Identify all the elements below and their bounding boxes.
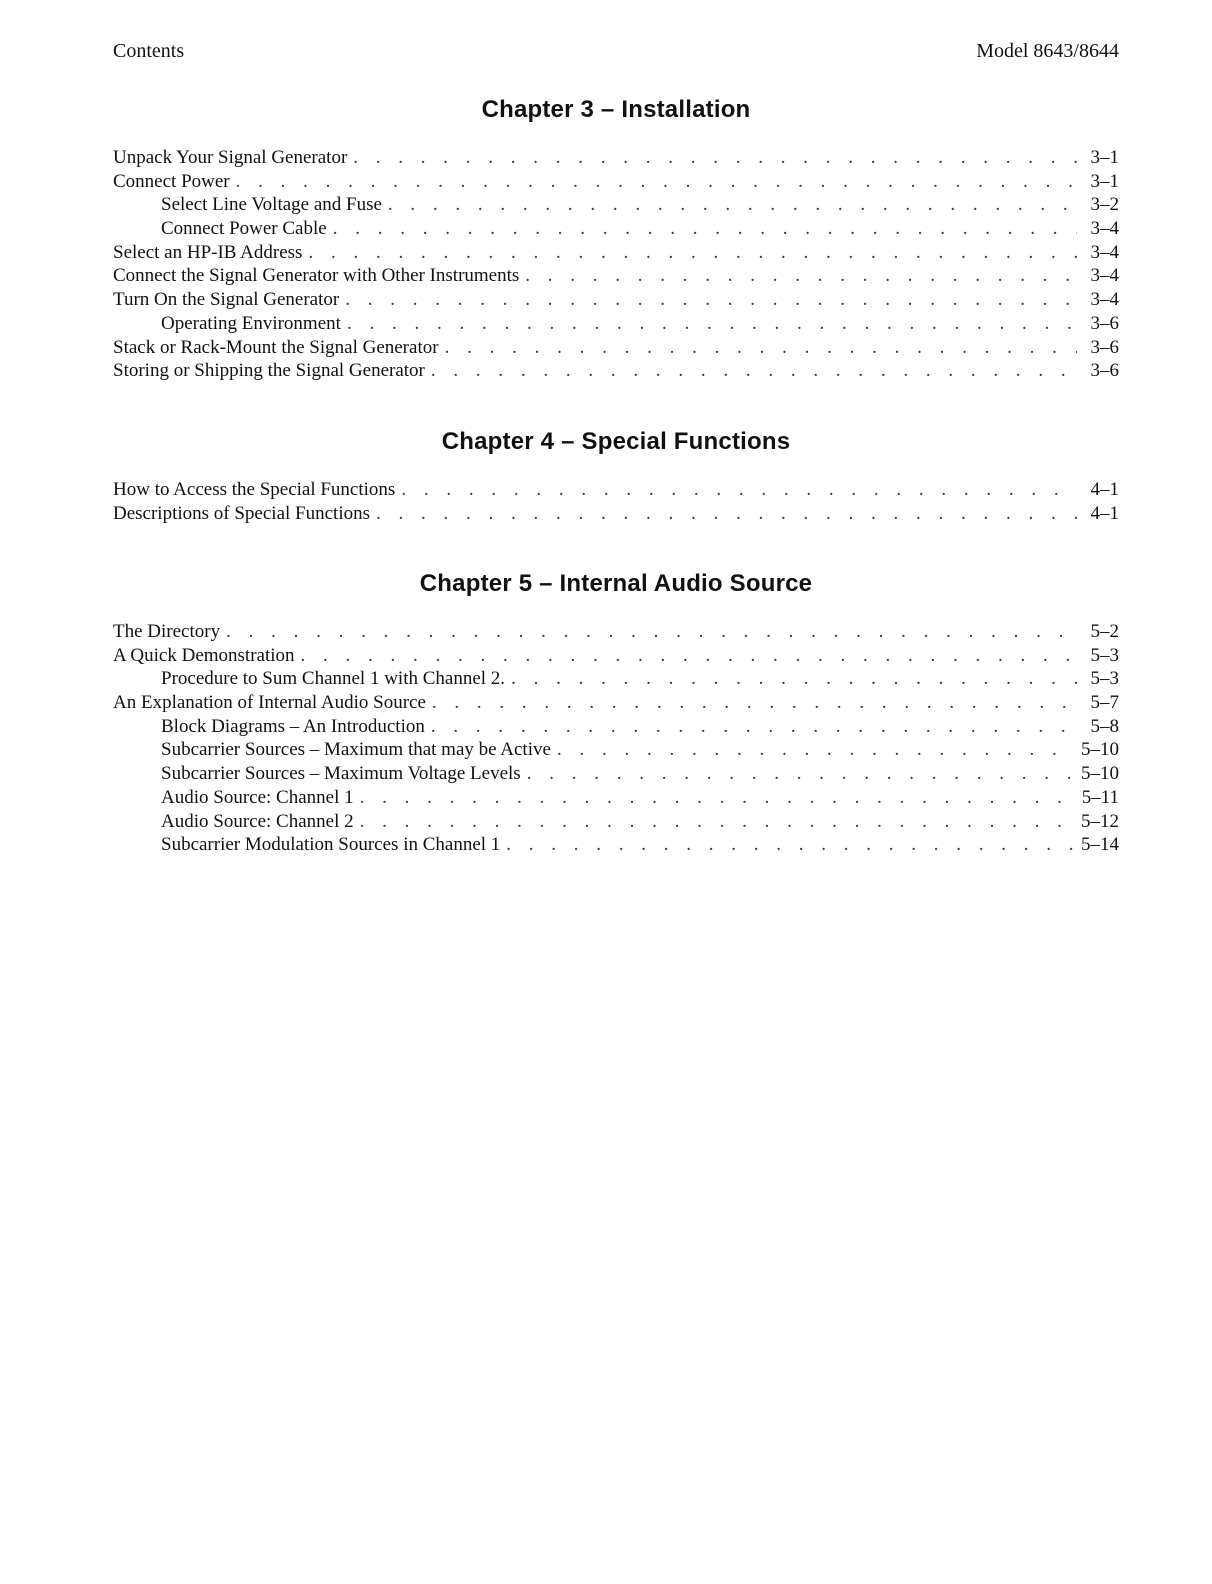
dot-leader (333, 217, 1077, 241)
running-header (113, 40, 1119, 63)
toc-entry[interactable] (113, 502, 1119, 526)
toc-entry[interactable] (113, 288, 1119, 312)
toc-entry-page: 5–3 (1090, 668, 1119, 690)
toc-entry-label: Stack or Rack-Mount the Signal Generator (113, 336, 439, 358)
dot-leader (431, 359, 1077, 383)
toc-entry[interactable] (113, 833, 1119, 857)
toc-entry-page: 3–1 (1090, 170, 1119, 192)
toc-entry-label: Unpack Your Signal Generator (113, 147, 348, 168)
toc-entry[interactable] (113, 264, 1119, 288)
toc-entry-page: 5–10 (1081, 763, 1119, 785)
toc-entry-page: 5–14 (1081, 834, 1119, 856)
toc-entry-label: Descriptions of Special Functions (113, 502, 370, 524)
toc-entry-label: Procedure to Sum Channel 1 with Channel 2. (161, 668, 506, 690)
chapter-3-section (113, 96, 1119, 383)
toc-entry-label: How to Access the Special Functions (113, 479, 396, 500)
toc-entry[interactable] (113, 170, 1119, 194)
toc-entry-page: 5–8 (1090, 715, 1119, 737)
toc-entry-page: 5–10 (1081, 739, 1119, 761)
toc-entry-label: Connect Power Cable (161, 218, 327, 240)
toc-entry-page: 5–12 (1081, 810, 1119, 832)
toc-entry-page: 5–7 (1090, 692, 1119, 714)
toc-entry[interactable] (113, 691, 1119, 715)
toc-entry-label: A Quick Demonstration (113, 644, 295, 666)
toc-entry-label: Select Line Voltage and Fuse (161, 194, 382, 216)
toc-entry[interactable] (113, 715, 1119, 739)
dot-leader (506, 833, 1073, 857)
toc-entry[interactable] (113, 738, 1119, 762)
dot-leader (527, 762, 1073, 786)
dot-leader (557, 738, 1073, 762)
chapter-4-section (113, 428, 1119, 525)
toc-entry-page: 4–1 (1090, 502, 1119, 524)
dot-leader (445, 336, 1077, 360)
toc-entry[interactable] (113, 786, 1119, 810)
dot-leader (511, 667, 1077, 691)
toc-entry-label: The Directory (113, 621, 221, 642)
chapter-title: Chapter 4 – Special Functions (441, 428, 791, 455)
toc-entry-label: Subcarrier Sources – Maximum Voltage Levels (161, 763, 521, 785)
dot-leader (401, 478, 1077, 502)
dot-leader (301, 644, 1077, 668)
section-name: Contents (113, 40, 185, 62)
dot-leader (525, 264, 1077, 288)
toc-entry-label: Subcarrier Modulation Sources in Channel 1 (161, 834, 501, 856)
toc-entry-label: Block Diagrams – An Introduction (161, 715, 425, 737)
toc-list (113, 146, 1119, 383)
toc-entry-page: 3–6 (1090, 360, 1119, 382)
toc-entry-page: 3–1 (1090, 147, 1119, 168)
toc-entry[interactable] (113, 620, 1119, 644)
dot-leader (432, 691, 1077, 715)
toc-entry[interactable] (113, 667, 1119, 691)
toc-entry-page: 3–2 (1090, 194, 1119, 216)
toc-entry-page: 3–4 (1090, 241, 1119, 263)
toc-entry[interactable] (113, 644, 1119, 668)
dot-leader (376, 502, 1077, 526)
toc-entry[interactable] (113, 359, 1119, 383)
dot-leader (226, 620, 1077, 644)
toc-entry-page: 3–6 (1090, 336, 1119, 358)
toc-entry[interactable] (113, 241, 1119, 265)
dot-leader (388, 193, 1077, 217)
toc-entry-label: Storing or Shipping the Signal Generator (113, 360, 425, 382)
toc-entry[interactable] (113, 810, 1119, 834)
chapter-title: Chapter 5 – Internal Audio Source (419, 570, 813, 597)
toc-entry[interactable] (113, 146, 1119, 170)
dot-leader (308, 241, 1077, 265)
dot-leader (431, 715, 1077, 739)
toc-entry-label: Select an HP-IB Address (113, 241, 303, 263)
toc-list (113, 478, 1119, 525)
toc-entry-page: 3–4 (1090, 265, 1119, 287)
toc-entry-page: 5–11 (1081, 786, 1119, 808)
toc-entry-label: Turn On the Signal Generator (113, 289, 340, 311)
toc-entry-label: Audio Source: Channel 2 (161, 810, 354, 832)
toc-entry-page: 3–6 (1090, 312, 1119, 334)
dot-leader (345, 288, 1077, 312)
toc-entry-page: 4–1 (1090, 479, 1119, 500)
dot-leader (360, 810, 1073, 834)
toc-entry-page: 3–4 (1090, 289, 1119, 311)
toc-entry-label: Connect Power (113, 170, 230, 192)
toc-entry[interactable] (113, 217, 1119, 241)
dot-leader (353, 146, 1077, 170)
toc-entry[interactable] (113, 478, 1119, 502)
toc-entry-page: 3–4 (1090, 218, 1119, 240)
chapter-5-section (113, 570, 1119, 857)
chapter-title: Chapter 3 – Installation (481, 96, 751, 123)
toc-entry-label: Operating Environment (161, 312, 341, 334)
toc-entry[interactable] (113, 312, 1119, 336)
toc-entry[interactable] (113, 336, 1119, 360)
model-number: Model 8643/8644 (976, 40, 1119, 62)
toc-entry-label: Connect the Signal Generator with Other Instruments (113, 265, 520, 287)
toc-entry-label: An Explanation of Internal Audio Source (113, 692, 426, 714)
toc-entry-label: Subcarrier Sources – Maximum that may be Active (161, 739, 551, 761)
toc-entry-page: 5–2 (1090, 621, 1119, 642)
toc-entry[interactable] (113, 762, 1119, 786)
dot-leader (347, 312, 1077, 336)
toc-entry-page: 5–3 (1090, 644, 1119, 666)
dot-leader (236, 170, 1077, 194)
dot-leader (360, 786, 1074, 810)
toc-entry[interactable] (113, 193, 1119, 217)
toc-list (113, 620, 1119, 857)
toc-entry-label: Audio Source: Channel 1 (161, 786, 354, 808)
